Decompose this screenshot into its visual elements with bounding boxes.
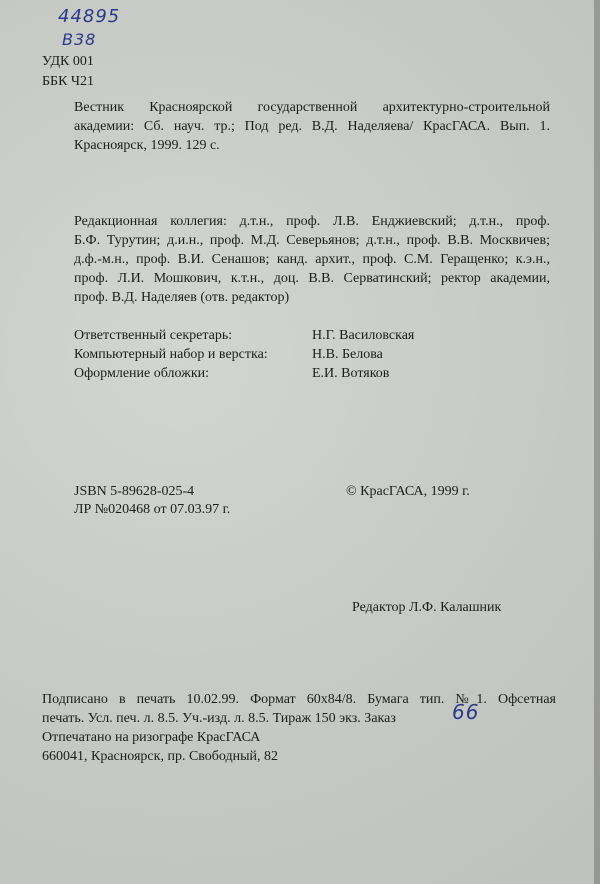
handwritten-order-number: 66 xyxy=(452,700,480,724)
editorial-board-line: Редакционная коллегия: д.т.н., проф. Л.В. Енджиевский; д.т.н., проф. xyxy=(74,214,550,229)
editorial-board xyxy=(74,212,550,307)
citation-line: академии: Сб. науч. тр.; Под ред. В.Д. Наделяева/ КрасГАСА. Вып. 1. xyxy=(74,119,550,134)
imprint-line: Отпечатано на ризографе КрасГАСА xyxy=(42,730,261,745)
credit-name: Н.Г. Василовская xyxy=(312,328,415,343)
imprint-line: Подписано в печать 10.02.99. Формат 60х84/8. Бумага тип. №1. Офсетная xyxy=(42,692,556,707)
udk-code: УДК 001 xyxy=(42,54,94,69)
copyright: © КрасГАСА, 1999 г. xyxy=(346,484,470,499)
imprint-line: печать. Усл. печ. л. 8.5. Уч.-изд. л. 8.5. Тираж 150 экз. Заказ xyxy=(42,711,396,726)
license-number: ЛР №020468 от 07.03.97 г. xyxy=(74,502,231,517)
handwritten-shelf-code: B38 xyxy=(62,30,97,49)
credit-role: Ответственный секретарь: xyxy=(74,328,233,343)
citation-line: Вестник Красноярской государственной архитектурно-строительной xyxy=(74,100,550,115)
handwritten-catalog-number: 44895 xyxy=(58,6,121,27)
credit-role: Компьютерный набор и верстка: xyxy=(74,347,268,362)
editorial-board-line: Б.Ф. Турутин; д.и.н., проф. М.Д. Северьянов; д.т.н., проф. В.В. Москвичев; xyxy=(74,233,550,248)
credit-name: Е.И. Вотяков xyxy=(312,366,390,381)
credit-role: Оформление обложки: xyxy=(74,366,209,381)
editorial-board-line: проф. Л.И. Мошкович, к.т.н., доц. В.В. Серватинский; ректор академии, xyxy=(74,271,550,286)
page-edge-shadow xyxy=(594,0,600,884)
editor: Редактор Л.Ф. Калашник xyxy=(352,600,502,615)
citation-block xyxy=(74,98,550,155)
credit-name: Н.В. Белова xyxy=(312,347,383,362)
isbn: JSBN 5-89628-025-4 xyxy=(74,484,195,499)
bbk-code: ББК Ч21 xyxy=(42,74,95,89)
editorial-board-line: д.ф.-м.н., проф. В.И. Сенашов; канд. архит., проф. С.М. Геращенко; к.э.н., xyxy=(74,252,550,267)
editorial-board-line: проф. В.Д. Наделяев (отв. редактор) xyxy=(74,290,290,305)
imprint-line: 660041, Красноярск, пр. Свободный, 82 xyxy=(42,749,279,764)
citation-line: Красноярск, 1999. 129 с. xyxy=(74,138,220,153)
